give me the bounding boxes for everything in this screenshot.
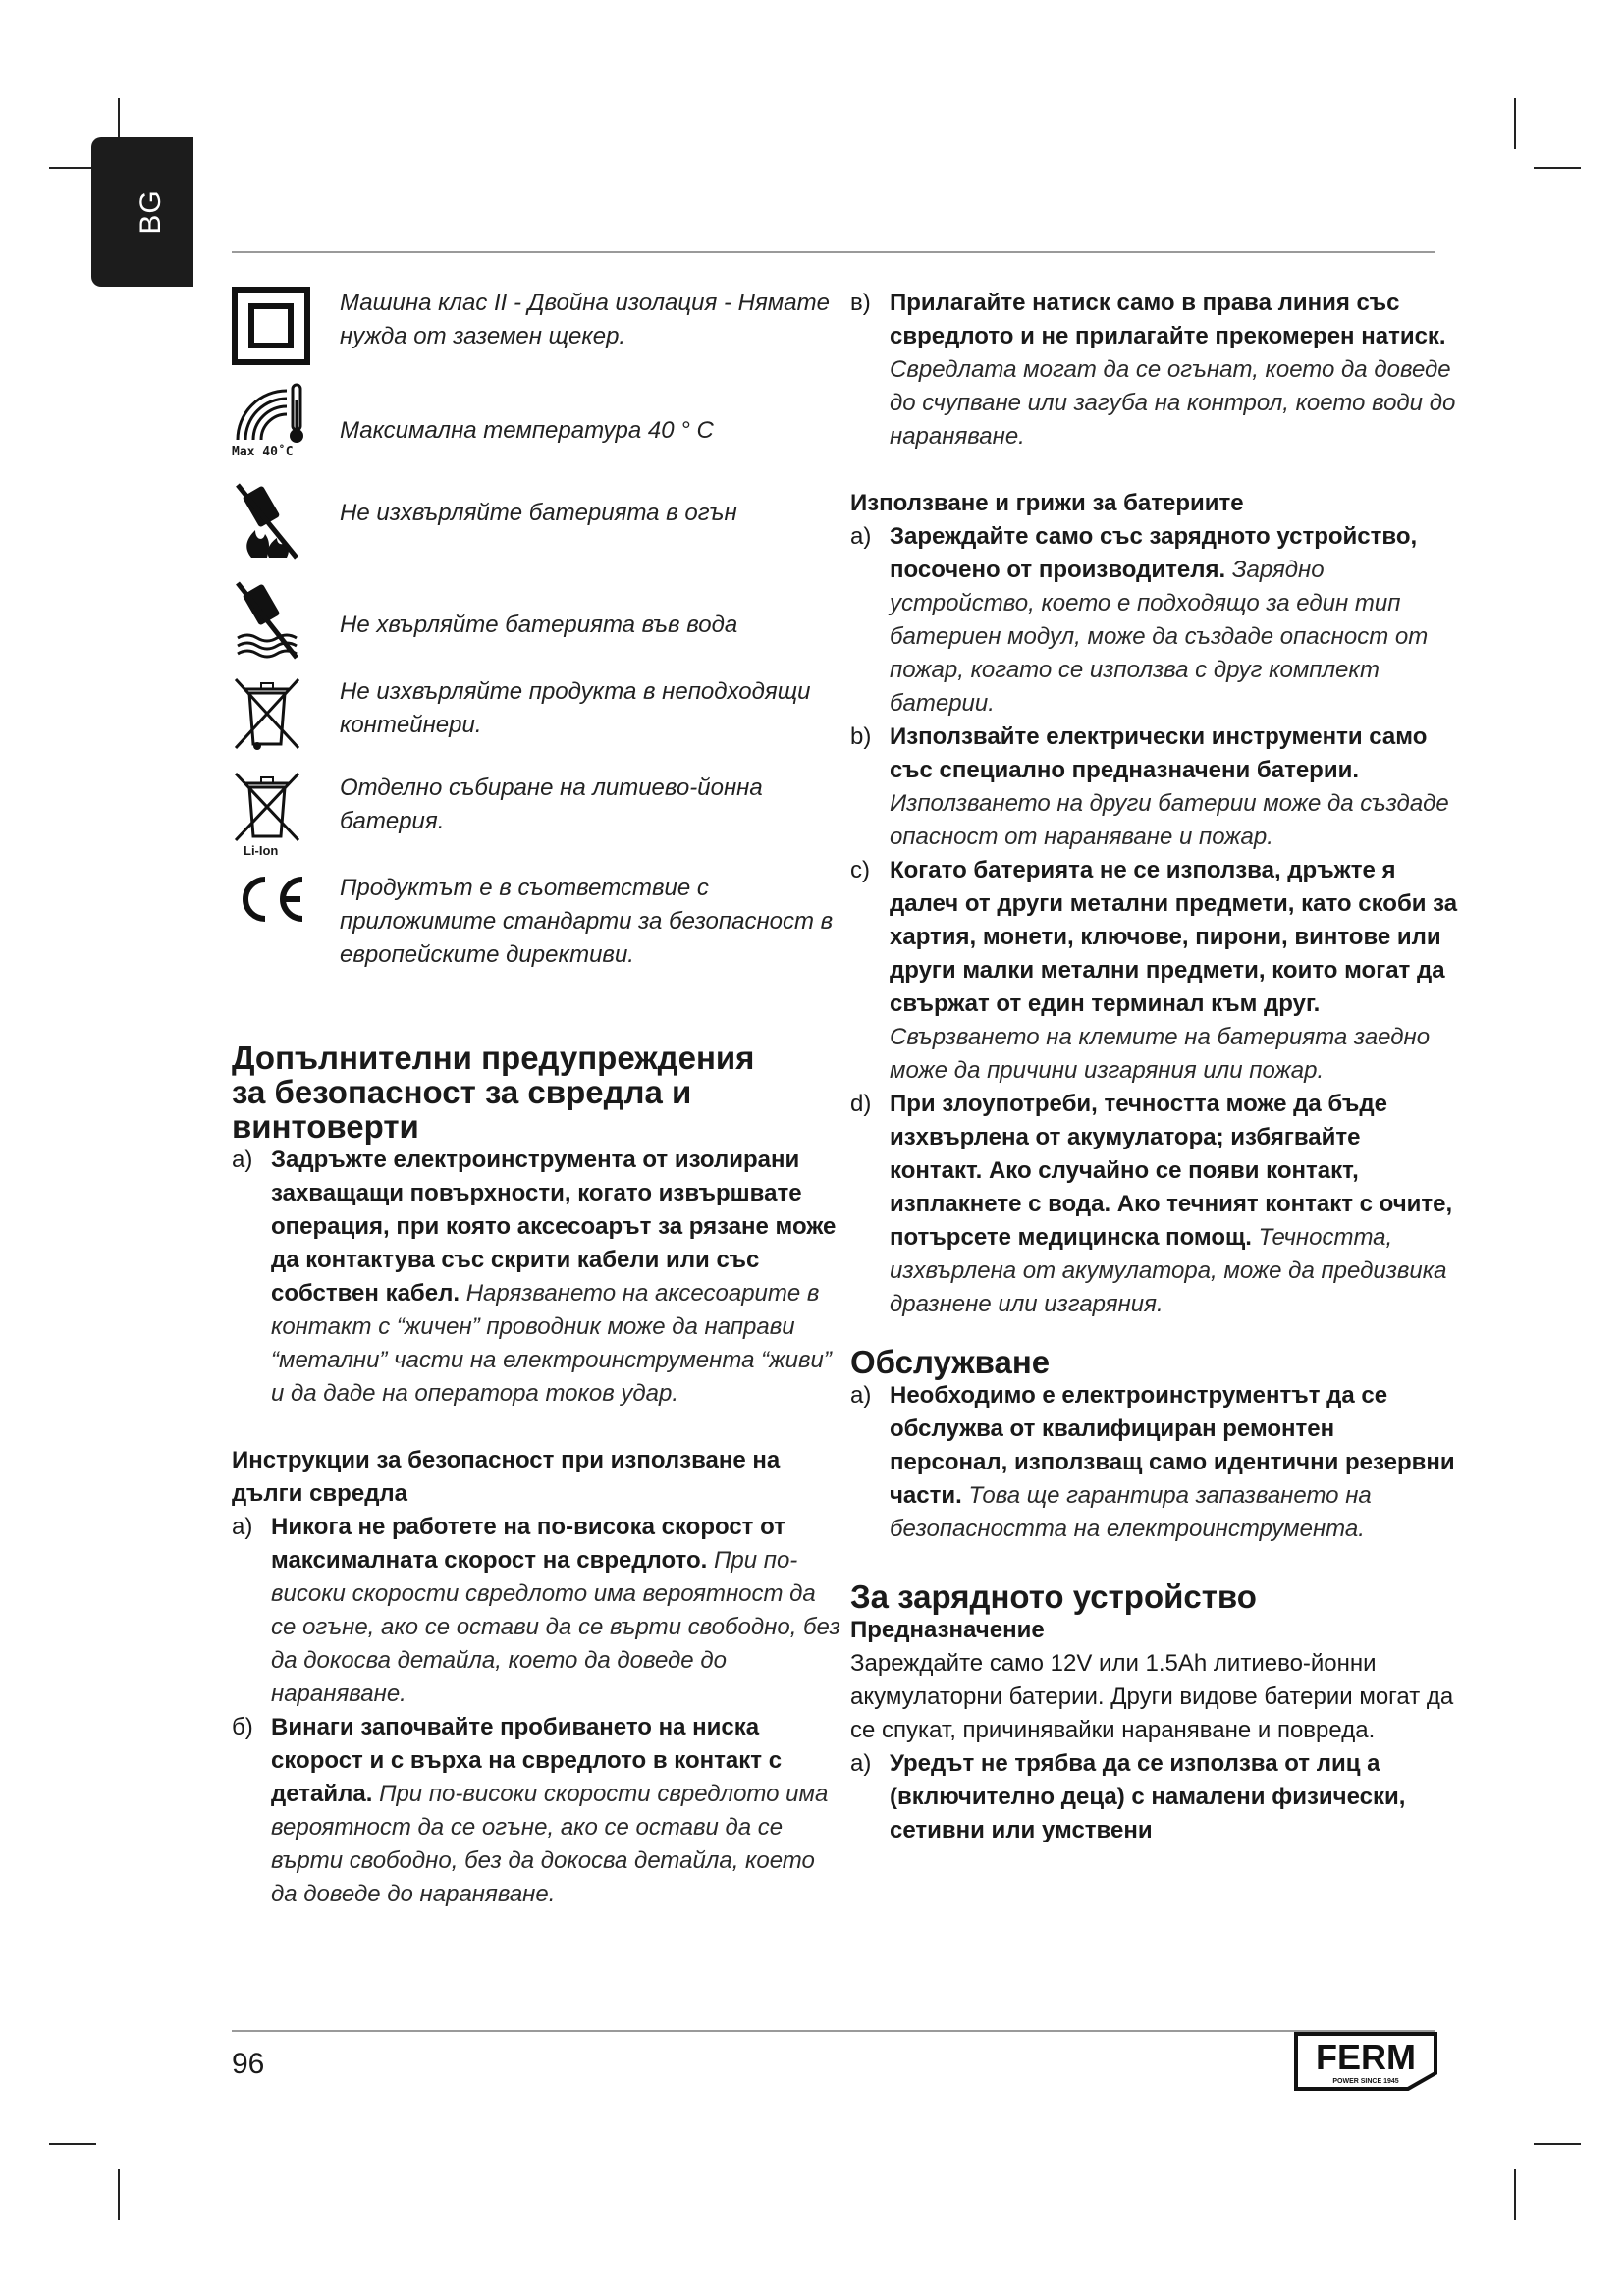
battery-list <box>850 520 1459 1321</box>
crop-mark <box>49 2143 96 2145</box>
charger-list <box>850 1747 1459 1847</box>
section-heading: За зарядното устройство <box>850 1578 1257 1615</box>
symbol-text: Машина клас II - Двойна изолация - Нямате нужда от заземен щекер. <box>340 290 830 349</box>
service-list <box>850 1379 1459 1546</box>
language-code: BG <box>135 189 168 235</box>
symbol-text: Отделно събиране на литиево-йонна батерия. <box>340 774 763 834</box>
class-ii-double-insulation-icon <box>232 287 310 365</box>
crop-mark <box>49 167 96 169</box>
list-item: b) Използвайте електрически инструменти само със специално предназначени батерии. Използването на други батерии може да създаде опасност от нараняване и пожар. <box>850 723 1449 850</box>
subsection-heading: Предназначение <box>850 1617 1045 1643</box>
list-item: d) При злоупотреби, течността може да бъде изхвърлена от акумулатора; избягвайте контакт. Ако случайно се появи контакт, изплакнете с вода. Ако течният контакт с очите, потърсете медицинска помощ. Течността, изхвърлена от акумулатора, може да предизвика дразнене или изгаряния. <box>850 1091 1453 1317</box>
subsection-heading: Използване и грижи за батериите <box>850 490 1244 516</box>
header-rule <box>232 251 1435 253</box>
symbol-row <box>232 481 840 579</box>
symbol-text: Не изхвърляйте продукта в неподходящи контейнери. <box>340 678 811 738</box>
no-fire-battery-icon <box>232 481 302 561</box>
crop-mark <box>1514 2169 1516 2220</box>
list-item: c) Когато батерията не се използва, дръжте я далеч от други метални предмети, като скоби за хартия, монети, ключове, пирони, винтове или други малки метални предмети, които могат да свържат от един терминал към друг. Свързването на клемите на батерията заедно може да причини изгаряния или пожар. <box>850 857 1458 1084</box>
section-heading: Допълнителни предупреждения за безопасност за свредла и винтоверти <box>232 1040 755 1145</box>
li-ion-label: Li-Ion <box>244 843 279 858</box>
list-item: в) Прилагайте натиск само в права линия със свредлото и не прилагайте прекомерен натиск. Свредлата могат да се огънат, което да доведе до счупване или загуба на контрол, което води до нараняване. <box>850 290 1456 450</box>
li-ion-bin-icon <box>232 772 302 844</box>
symbol-text: Не изхвърляйте батерията в огън <box>340 500 737 526</box>
symbol-row <box>232 675 840 772</box>
symbol-text: Максимална температура 40 ° C <box>340 417 714 444</box>
logo-text: FERM <box>1316 2037 1416 2077</box>
symbol-row <box>232 872 840 1027</box>
long-drill-list <box>232 1511 840 1911</box>
symbol-row <box>232 772 840 872</box>
list-item: а) Задръжте електроинструмента от изолирани захващащи повърхности, когато извършвате операция, при която аксесоарът за рязане може да контактува със скрити кабели или със собствен кабел. Нарязването на аксесоарите в контакт с “жичен” проводник може да направи “метални” части на електроинструмента “живи” и да даде на оператора токов удар. <box>232 1147 837 1407</box>
ce-mark-icon <box>232 872 310 927</box>
list-item: a) Уредът не трябва да се използва от лиц а (включително деца) с намалени физически, сетивни или умствени <box>850 1750 1406 1843</box>
list-item: a) Зареждайте само със зарядното устройство, посочено от производителя. Зарядно устройство, което е подходящо за един тип батериен модул, може да създаде опасност от пожар, когато се използва с друг комплект батерии. <box>850 523 1429 717</box>
section-heading: Обслужване <box>850 1344 1051 1380</box>
no-water-battery-icon <box>232 579 302 660</box>
list-item: a) Необходимо е електроинструментът да се обслужва от квалифициран ремонтен персонал, използващ само идентични резервни части. Това ще гарантира запазването на безопасността на електроинструмента. <box>850 1382 1455 1542</box>
max-temperature-icon <box>232 381 310 446</box>
symbol-row <box>232 381 840 481</box>
language-tab <box>91 137 193 287</box>
symbol-text: Не хвърляйте батерията във вода <box>340 612 738 638</box>
symbol-row <box>232 287 840 381</box>
subsection-heading: Инструкции за безопасност при използване на дълги свредла <box>232 1447 781 1507</box>
list-item: а) Никога не работете на по-висока скорост от максималната скорост на свредлото. При по-високи скорости свредлото има вероятност да се огъне, ако се остави да се върти свободно, без да докосва детайла, което да доведе до нараняване. <box>232 1514 840 1707</box>
crop-mark <box>1534 2143 1581 2145</box>
logo-tagline: POWER SINCE 1945 <box>1332 2078 1399 2085</box>
crossed-bin-icon <box>232 675 302 752</box>
max-temp-label: Max 40˚C <box>232 445 294 459</box>
symbol-text: Продуктът е в съответствие с приложимите стандарти за безопасност в европейските директиви. <box>340 875 834 968</box>
right-column <box>850 287 1459 1847</box>
symbol-row <box>232 579 840 675</box>
footer-rule <box>232 2030 1435 2032</box>
crop-mark <box>1514 98 1516 149</box>
charger-paragraph: Зареждайте само 12V или 1.5Ah литиево-йонни акумулаторни батерии. Други видове батерии могат да се спукат, причинявайки нараняване и повреда. <box>850 1650 1454 1743</box>
page-number: 96 <box>232 2048 265 2080</box>
left-column <box>232 287 840 1911</box>
ferm-logo <box>1292 2030 1439 2100</box>
list-item: б) Винаги започвайте пробиването на ниска скорост и с върха на свредлото в контакт с детайла. При по-високи скорости свредлото има вероятност да се огъне, ако се остави да се върти свободно, без да докосва детайла, което да доведе до нараняване. <box>232 1714 829 1907</box>
drill-safety-list <box>232 1144 840 1411</box>
crop-mark <box>1534 167 1581 169</box>
crop-mark <box>118 2169 120 2220</box>
